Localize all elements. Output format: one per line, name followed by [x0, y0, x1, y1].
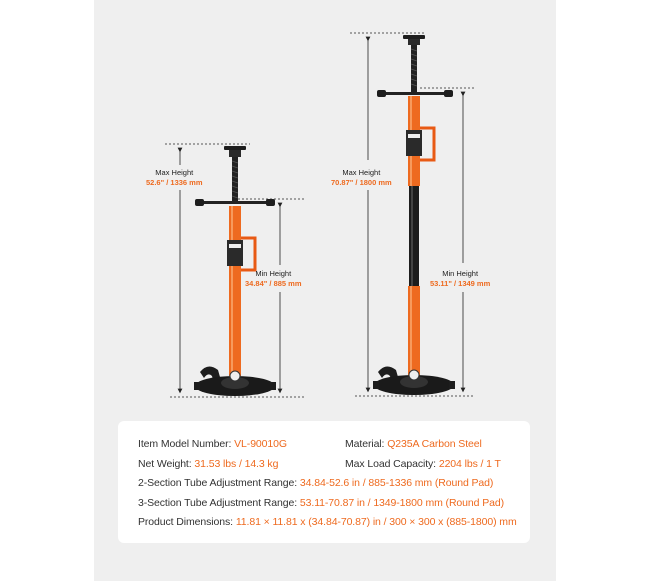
- large-min-height-value: 53.11" / 1349 mm: [430, 279, 491, 288]
- outer-tube: [408, 286, 420, 376]
- spec-value: 31.53 lbs / 14.3 kg: [194, 458, 279, 470]
- small-min-height-value: 34.84" / 885 mm: [245, 279, 302, 288]
- small-max-height-value: 52.6" / 1336 mm: [146, 178, 203, 187]
- spec-label: 2-Section Tube Adjustment Range:: [138, 477, 298, 489]
- large-min-height-label: [430, 269, 490, 289]
- large-min-height-title: Min Height: [442, 269, 479, 278]
- spec-label: Product Dimensions:: [138, 516, 233, 528]
- spec-capacity: [345, 458, 501, 470]
- spec-value: Q235A Carbon Steel: [387, 438, 482, 450]
- spec-label: Max Load Capacity:: [345, 458, 436, 470]
- spec-weight: [138, 458, 278, 470]
- middle-tube: [409, 186, 419, 286]
- large-max-height-value: 70.87" / 1800 mm: [331, 178, 392, 187]
- spec-label: 3-Section Tube Adjustment Range:: [138, 497, 298, 509]
- spec-model: [138, 438, 287, 450]
- top-pad: [224, 146, 246, 150]
- large-max-height-label: [331, 168, 392, 188]
- spec-range-2-section: [138, 477, 493, 489]
- spec-label: Item Model Number:: [138, 438, 232, 450]
- small-min-height-title: Min Height: [255, 269, 292, 278]
- handle-bar: [197, 201, 273, 204]
- spec-value: 11.81 × 11.81 x (34.84-70.87) in / 300 × 300 x (885-1800) mm: [235, 516, 517, 528]
- spec-label: Net Weight:: [138, 458, 192, 470]
- locking-collar: [406, 130, 422, 156]
- top-pad: [403, 35, 425, 39]
- locking-collar: [227, 240, 243, 266]
- small-max-height-label: [146, 168, 203, 188]
- outer-tube: [229, 206, 241, 376]
- spec-range-3-section: [138, 497, 504, 509]
- side-handle: [420, 128, 434, 160]
- spec-dimensions: [138, 516, 517, 528]
- side-handle: [241, 238, 255, 270]
- large-stand: [350, 33, 475, 396]
- small-max-height-title: Max Height: [155, 168, 194, 177]
- spec-value: 34.84-52.6 in / 885-1336 mm (Round Pad): [299, 477, 494, 489]
- spec-value: 53.11-70.87 in / 1349-1800 mm (Round Pad): [299, 497, 504, 509]
- spec-value: VL-90010G: [234, 438, 287, 450]
- small-min-height-label: [245, 269, 302, 289]
- spec-label: Material:: [345, 438, 385, 450]
- spec-material: [345, 438, 482, 450]
- spec-value: 2204 lbs / 1 T: [438, 458, 501, 470]
- large-max-height-title: Max Height: [342, 168, 381, 177]
- handle-bar: [379, 92, 451, 95]
- threaded-screw: [232, 157, 238, 202]
